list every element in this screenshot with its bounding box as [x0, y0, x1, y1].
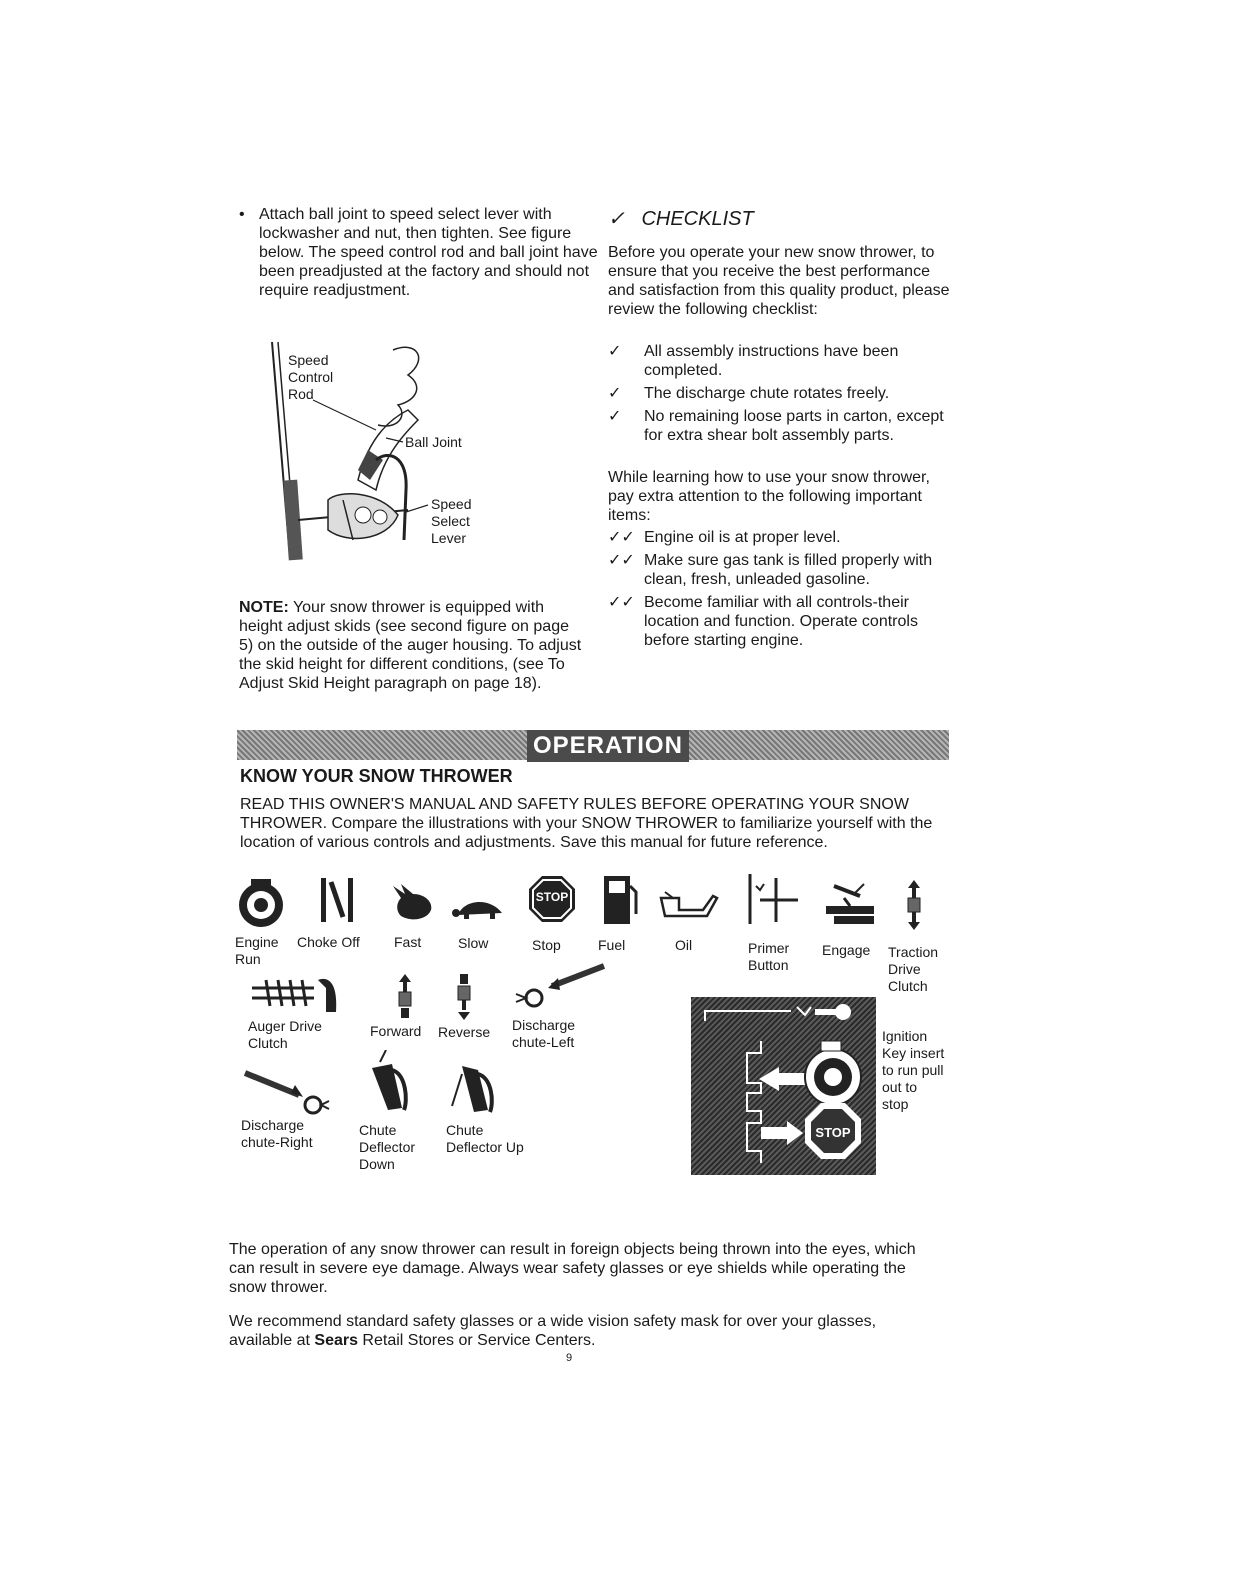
primer-button-icon	[746, 872, 801, 927]
know-text: READ THIS OWNER'S MANUAL AND SAFETY RULES BEFORE OPERATING YOUR SNOW THROWER. Compare the illustrations with your SNOW THROWER to familiarize yourself with the location of various controls and adjustments. Save this manual for future reference.	[240, 796, 933, 851]
icon-label-slow: Slow	[458, 935, 489, 951]
checklist-item-text: No remaining loose parts in carton, except for extra shear bolt assembly parts.	[644, 408, 944, 444]
checkmark-icon: ✓	[608, 343, 622, 360]
ignition-key-label: Ignition Key insert to run pull out to stop	[882, 1028, 945, 1112]
sears-brand: Sears	[314, 1332, 358, 1349]
note-label: NOTE:	[239, 599, 289, 616]
icon-label-chute-deflector-down: Chute Deflector Down	[359, 1122, 416, 1172]
double-checkmark-icon: ✓✓	[608, 594, 635, 611]
speed-control-figure	[258, 330, 518, 580]
icon-label-fuel: Fuel	[598, 937, 626, 953]
chute-deflector-up-icon	[448, 1062, 498, 1117]
operation-banner	[237, 730, 949, 760]
important-item-text: Engine oil is at proper level.	[644, 529, 841, 546]
bullet-mark: •	[239, 206, 245, 223]
checklist-heading: CHECKLIST	[641, 208, 754, 230]
ignition-key-panel	[691, 997, 876, 1175]
important-item-text: Make sure gas tank is filled properly with clean, fresh, unleaded gasoline.	[644, 552, 933, 588]
engine-run-icon	[233, 875, 293, 930]
icon-label-choke-off: Choke Off	[297, 934, 360, 950]
icon-label-engage: Engage	[822, 942, 871, 958]
checkmark-icon: ✓	[608, 408, 622, 425]
checklist-item	[608, 342, 954, 380]
stop-sign-text: STOP	[535, 890, 569, 904]
ball-joint-label: Ball Joint	[405, 434, 462, 450]
fuel-pump-icon	[600, 874, 640, 926]
chute-deflector-down-icon	[366, 1050, 416, 1115]
important-item	[608, 593, 954, 650]
learning-intro: While learning how to use your snow thrower, pay extra attention to the following important items:	[608, 469, 930, 524]
speed-select-lever-label: Speed Select Lever	[431, 496, 472, 546]
icon-label-forward: Forward	[370, 1023, 422, 1039]
auger-drive-clutch-icon	[248, 972, 348, 1017]
discharge-chute-right-icon	[243, 1065, 343, 1115]
icon-label-traction-drive-clutch: Traction Drive Clutch	[888, 944, 939, 994]
important-items	[608, 528, 954, 650]
checklist-item-text: The discharge chute rotates freely.	[644, 385, 890, 402]
double-checkmark-icon: ✓✓	[608, 529, 635, 546]
checklist-items	[608, 342, 954, 445]
checkmark-icon: ✓	[608, 208, 625, 230]
icon-label-reverse: Reverse	[438, 1024, 491, 1040]
icon-label-engine-run: Engine Run	[235, 934, 279, 967]
icon-label-auger-drive-clutch: Auger Drive Clutch	[248, 1018, 322, 1051]
assembly-bullet	[239, 205, 607, 300]
forward-icon	[393, 972, 417, 1022]
skid-note	[239, 598, 587, 693]
checklist-intro: Before you operate your new snow thrower, to ensure that you receive the best performance and satisfaction from this quality product, please review the following checklist:	[608, 244, 950, 318]
important-item	[608, 528, 954, 547]
checklist-item	[608, 407, 954, 445]
page-number: 9	[566, 1352, 573, 1364]
ignition-key-illustration	[691, 997, 876, 1175]
icon-label-stop: Stop	[532, 937, 561, 953]
reverse-icon	[452, 972, 476, 1022]
speed-control-rod-label: Speed Control Rod	[288, 352, 334, 402]
stop-sign-icon	[527, 874, 577, 924]
icon-label-primer-button: Primer Button	[748, 940, 790, 973]
fast-rabbit-icon	[385, 880, 440, 925]
icon-label-fast: Fast	[394, 934, 422, 950]
important-item-text: Become familiar with all controls-their location and function. Operate controls before starting engine.	[644, 594, 918, 649]
icon-label-chute-deflector-up: Chute Deflector Up	[446, 1122, 524, 1155]
checklist-title	[608, 206, 754, 231]
checklist-item-text: All assembly instructions have been completed.	[644, 343, 899, 379]
double-checkmark-icon: ✓✓	[608, 552, 635, 569]
choke-off-icon	[318, 872, 363, 927]
icon-label-discharge-chute-left: Discharge chute-Left	[512, 1017, 576, 1050]
note-text: Your snow thrower is equipped with height adjust skids (see second figure on page 5) on the outside of the auger housing. To adjust the skid height for different conditions, (see To Adjust Skid Height paragraph on page 18).	[239, 599, 582, 692]
engage-lever-icon	[820, 876, 880, 928]
icon-label-oil: Oil	[675, 937, 693, 953]
slow-turtle-icon	[450, 893, 510, 923]
important-item	[608, 551, 954, 589]
ignition-stop-text: STOP	[815, 1125, 851, 1140]
checklist-item	[608, 384, 954, 403]
discharge-chute-left-icon	[512, 960, 612, 1010]
safety-warning: The operation of any snow thrower can result in foreign objects being thrown into the eyes, which can result in severe eye damage. Always wear safety glasses or eye shields while operating the snow thrower.	[229, 1241, 916, 1296]
oil-can-icon	[655, 886, 720, 921]
traction-drive-clutch-icon	[902, 878, 926, 933]
icon-label-discharge-chute-right: Discharge chute-Right	[241, 1117, 313, 1150]
know-heading: KNOW YOUR SNOW THROWER	[240, 766, 513, 786]
operation-banner-title: OPERATION	[527, 730, 689, 762]
assembly-bullet-text: Attach ball joint to speed select lever with lockwasher and nut, then tighten. See figure below. The speed control rod and ball joint have been preadjusted at the factory and should not require readjustment.	[259, 206, 598, 299]
checkmark-icon: ✓	[608, 385, 622, 402]
safety-recommendation: We recommend standard safety glasses or a wide vision safety mask for over your glasses, available at Sears Retail Stores or Service Centers.	[229, 1313, 877, 1349]
